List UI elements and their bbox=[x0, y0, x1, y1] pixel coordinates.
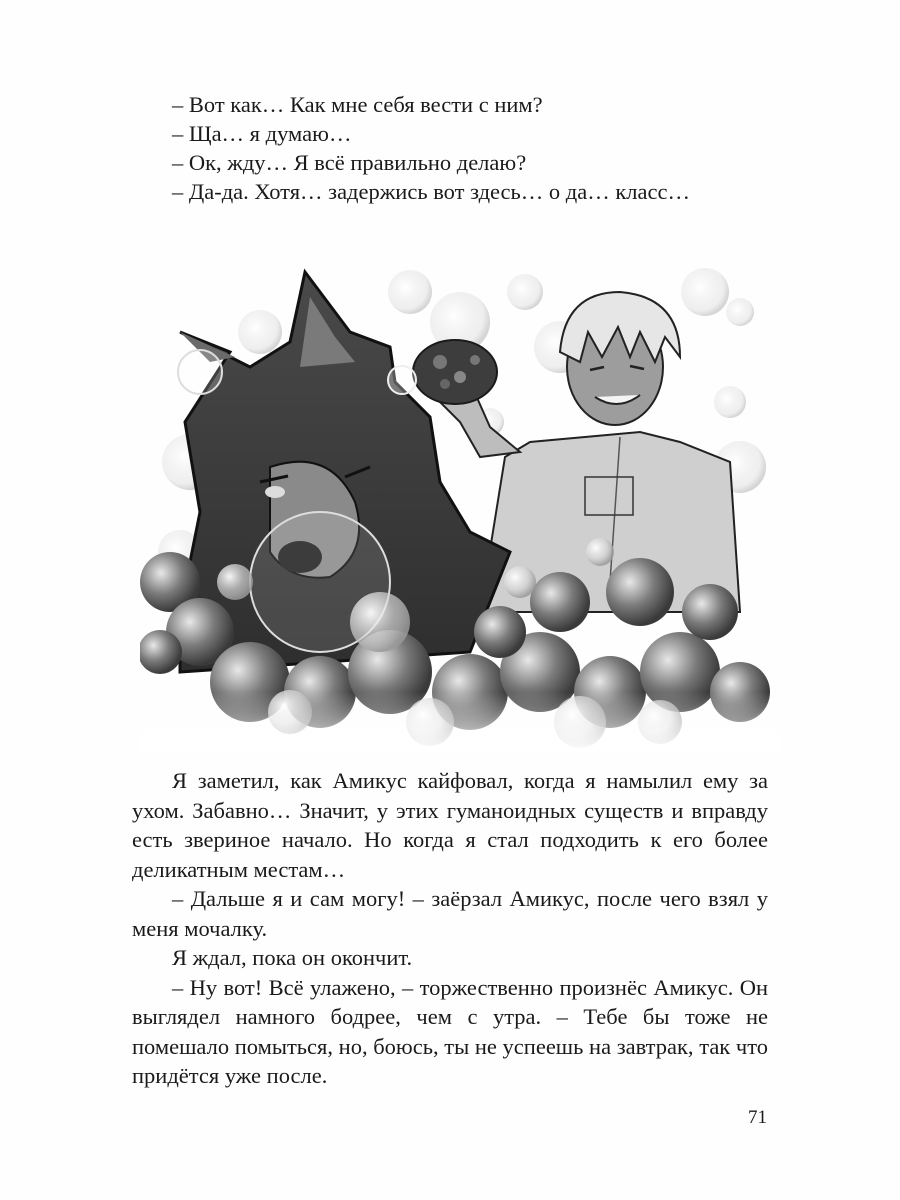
illustration bbox=[140, 252, 780, 752]
page-number: 71 bbox=[748, 1107, 767, 1128]
paragraph: Я заметил, как Амикус кайфовал, когда я намылил ему за ухом. Забавно… Значит, у этих гуманоидных существ и вправду есть звериное начало. Но когда я стал подходить к его более деликатным местам… bbox=[132, 768, 768, 882]
dialogue-line: – Да-да. Хотя… задержись вот здесь… о да… класс… bbox=[172, 179, 690, 204]
dialogue-line: – Вот как… Как мне себя вести с ним? bbox=[172, 92, 543, 117]
dialogue-line: – Ок, жду… Я всё правильно делаю? bbox=[172, 150, 527, 175]
paragraph: – Дальше я и сам могу! – заёрзал Амикус, после чего взял у меня мочалку. bbox=[132, 886, 768, 941]
paragraph: Я ждал, пока он окончит. bbox=[172, 945, 413, 970]
paragraph: – Ну вот! Всё улажено, – торжественно произнёс Амикус. Он выглядел намного бодрее, чем с утра. – Тебе бы тоже не помешало помыться, но, боюсь, ты не успеешь на завтрак, так что придётся уже после. bbox=[132, 974, 768, 1088]
body-text bbox=[132, 766, 768, 1091]
dialogue-block bbox=[132, 90, 772, 206]
sponge bbox=[413, 340, 497, 404]
dialogue-line: – Ща… я думаю… bbox=[172, 121, 352, 146]
